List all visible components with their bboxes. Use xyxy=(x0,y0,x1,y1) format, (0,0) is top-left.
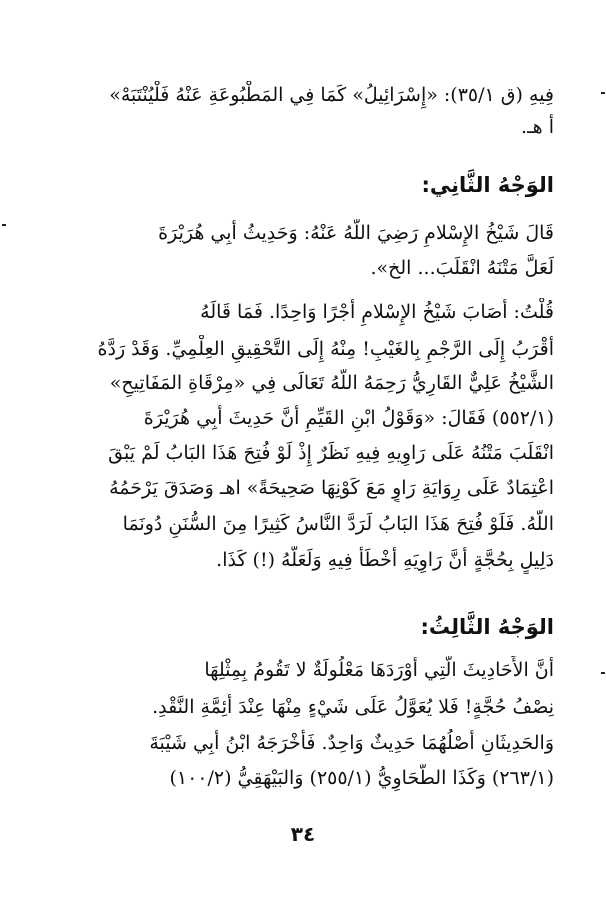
text-line: لَعَلَّ مَتْنَهُ انْقَلَبَ... الخ». xyxy=(370,257,554,279)
section-heading: الوَجْهُ الثَّانِي: xyxy=(421,173,554,197)
text-line: قُلْتُ: أَصَابَ شَيْخُ الإِسْلامِ أَجْرًا وَاحِدًا. فَمَا قَالَهُ xyxy=(200,301,554,323)
margin-mark xyxy=(2,224,6,226)
margin-mark xyxy=(601,92,605,94)
text-line: فِيهِ (ق ٣٥/١): «إِسْرَائِيلُ» كَمَا فِي المَطْبُوعَةِ عَنْهُ فَلْيُنْتَبَهْ» xyxy=(109,84,554,106)
text-line: وَالحَدِيثَانِ أَصْلُهُمَا حَدِيثٌ وَاحِدٌ. فَأَخْرَجَهُ ابْنُ أَبِي شَيْبَةَ xyxy=(149,732,554,754)
text-line: أَنَّ الأَحَادِيثَ الَّتِي أَوْرَدَهَا مَعْلُولَةٌ لا تَقُومُ بِمِثْلِهَا xyxy=(204,659,554,681)
text-line: نِصْفُ حُجَّةٍ! فَلا يُعَوَّلُ عَلَى شَيْءٍ مِنْهَا عِنْدَ أَئِمَّةِ النَّقْدِ. xyxy=(152,696,554,718)
text-line: أ هـ. xyxy=(521,116,554,138)
text-line: (٢٦٣/١) وَكَذَا الطَّحَاوِيُّ (٢٥٥/١) وَالبَيْهَقِيُّ (١٠٠/٢) xyxy=(169,767,554,789)
text-line: اعْتِمَادٌ عَلَى رِوَايَةِ رَاوٍ مَعَ كَوْنِهَا صَحِيحَةً» اهـ وَصَدَقَ يَرْحَمُهُ xyxy=(109,477,554,499)
text-line: الشَّيْخُ عَلِيٌّ القَارِيُّ رَحِمَهُ اللَّهُ تَعَالَى فِي «مِرْقَاةِ المَفَاتِيحِ» xyxy=(109,372,554,394)
page-number: ٣٤ xyxy=(290,822,316,846)
margin-mark xyxy=(601,672,605,674)
text-line: دَلِيلٍ بِحُجَّةٍ أَنَّ رَاوِيَهِ أَخْطَأَ فِيهِ وَلَعَلَّهُ (!) كَذَا. xyxy=(216,549,554,571)
text-line: اللَّهُ. فَلَوْ فُتِحَ هَذَا البَابُ لَرَدَّ النَّاسُ كَثِيرًا مِنَ السُّنَنِ دُونَمَا xyxy=(122,513,554,535)
text-line: انْقَلَبَ مَتْنُهُ عَلَى رَاوِيهِ فِيهِ نَظَرٌ إِذْ لَوْ فُتِحَ هَذَا البَابُ لَمْ يَبْقَ xyxy=(108,442,554,464)
section-heading: الوَجْهُ الثَّالِثُ: xyxy=(420,615,554,639)
text-line: أَقْرَبُ إِلَى الرَّجْمِ بِالغَيْبِ! مِنْهُ إِلَى التَّحْقِيقِ العِلْمِيِّ. وَقَدْ رَدَّهُ xyxy=(97,338,554,360)
text-line: قَالَ شَيْخُ الإِسْلامِ رَضِيَ اللَّهُ عَنْهُ: وَحَدِيثُ أَبِي هُرَيْرَةَ xyxy=(158,222,554,244)
text-line: (٥٥٢/١) فَقَالَ: «وَقَوْلُ ابْنِ القَيِّمِ أَنَّ حَدِيثَ أَبِي هُرَيْرَةَ xyxy=(143,407,554,429)
